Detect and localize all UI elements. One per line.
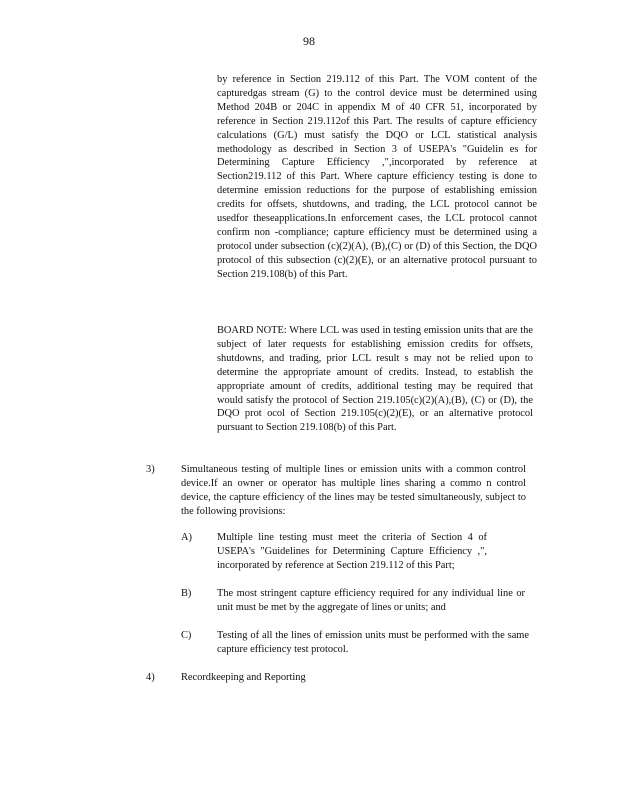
item-4-text: Recordkeeping and Reporting — [181, 672, 306, 683]
continued-paragraph: by reference in Section 219.112 of this Part. The VOM content of the capturedgas stream (G) to the control device must be determined using Method 204B or 204C in appendix M of 40 CFR 51, incorporated by reference in Section 219.112of this Part. The results of capture efficiency calculations (G/L) must satisfy the DQO or LCL statistical analysis methodology as described in Section 3 of USEPA's "Guidelin es for Determining Capture Efficiency ,",incorporated by reference at Section219.112 of this Part. Where capture efficiency testing is done to determine emission reductions for the purpose of establishing emission credits for offsets, shutdowns, and trading, the LCL protocol cannot be usedfor theseapplications.In enforcement cases, the LCL protocol cannot confirm non -compliance; capture efficiency must be determined using a protocol under subsection (c)(2)(A), (B),(C) or (D) of this Section, the DQO protocol of this subsection (c)(2)(E), or an alternative protocol pursuant to Section 219.108(b) of this Part. — [217, 74, 537, 280]
subitem-c-text: Testing of all the lines of emission units must be performed with the same capture efficiency test protocol. — [217, 630, 529, 655]
item-3-text: Simultaneous testing of multiple lines or emission units with a common control device.If an owner or operator has multiple lines sharing a commo n control device, the capture efficiency of the lines may be tested simultaneously, subject to the following provisions: — [181, 464, 526, 517]
subitem-b-text: The most stringent capture efficiency required for any individual line or unit must be met by the aggregate of lines or units; and — [217, 588, 525, 613]
item-3-number: 3) — [146, 464, 155, 475]
subitem-a-text: Multiple line testing must meet the criteria of Section 4 of USEPA's "Guidelines for Determining Capture Efficiency ,", incorporated by reference at Section 219.112 of this Part; — [217, 532, 487, 571]
subitem-a-letter: A) — [181, 532, 192, 543]
page-number: 98 — [303, 34, 315, 48]
item-4-number: 4) — [146, 672, 155, 683]
subitem-c-letter: C) — [181, 630, 192, 641]
subitem-b-letter: B) — [181, 588, 192, 599]
board-note: BOARD NOTE: Where LCL was used in testing emission units that are the subject of later requests for establishing emission credits for offsets, shutdowns, and trading, prior LCL result s may not be relied upon to determine the appropriate amount of credits. Instead, to establish the appropriate amount of credits, additional testing may be required that would satisfy the protocol of Section 219.105(c)(2)(A),(B), (C) or (D), the DQO prot ocol of Section 219.105(c)(2)(E), or an alternative protocol pursuant to Section 219.108(b) of this Part. — [217, 325, 533, 434]
